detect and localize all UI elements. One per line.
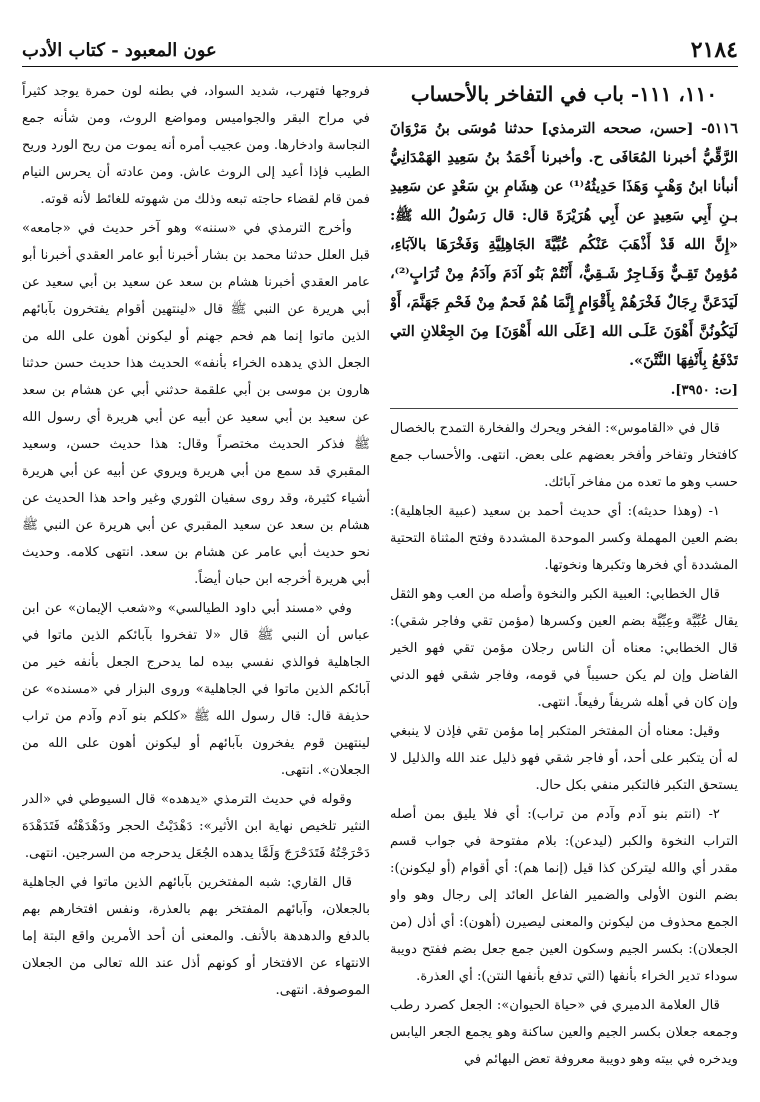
running-title: عون المعبود - كتاب الأدب [22,39,217,61]
left-column [22,78,370,1092]
chapter-heading: ١١٠، ١١١- باب في التفاخر بالأحساب [410,82,718,106]
hadith-text: ٥١١٦- [حسن، صححه الترمذي] حدثنا مُوسَى بنُ مَرْوَانَ الرَّقِّيُّ أخبرنا المُعَافَى ح. وأخبرنا أَحْمَدُ بنُ سَعِيدِ الهَمْدَانِيُّ أنبأنا ابنُ وَهْبٍ وَهَذَا حَدِيثُهُ⁽¹⁾ عن هِشَامِ بنِ سَعْدٍ عن سَعِيدِ بـنِ أَبِي سَعِيدٍ عن أَبِي هُرَيْرَةَ قال: قال رَسُولُ الله ﷺ: «إِنَّ الله قَدْ أَذْهَبَ عَنْكُم عُبِّيَّةَ الجَاهِلِيَّةِ وَفَخْرَهَا بالآبَاءِ، مُؤمِنٌ تَقِـيٌّ وَفَـاجِرٌ شَـقِيٌّ، أَنْتُمْ بَنُو آدَمَ وآدَمُ مِنْ تُرَابٍ⁽²⁾، لَيَدَعَنَّ رِجَالٌ فَخْرَهُمْ بِأَقْوَامٍ إِنَّمَا هُمْ فَحمٌ مِنْ فَحْمِ جَهَنَّمَ، أَوْ لَيَكُونُنَّ أَهْوَنَ عَلَـى الله [عَلَى الله أَهْوَنَ] مِنَ الجِعْلانِ التي تَدْفَعُ بِأَنْفِهَا النَّتْنَ». [390,120,738,369]
commentary-paragraph: قال الخطابي: العبية الكبر والنخوة وأصله من العب وهو الثقل يقال عُبِّيَّة وعِبِّيَّة بضم العين وكسرها (مؤمن تقي وفاجر شقي): قال الخطابي: معناه أن الناس رجلان مؤمن تقي فهو الخير الفاضل وإن لم يكن حسيباً في قومه، وفاجر شقي فهو الدني وإن كان في أهله شريفاً رفيعاً. انتهى. [390,587,738,710]
commentary-paragraph: وقيل: معناه أن المفتخر المتكبر إما مؤمن تقي فإذن لا ينبغي له أن يتكبر على أحد، أو فاجر شقي فهو ذليل عند الله والذليل لا يستحق التكبر فالتكبر منفي بكل حال. [390,724,738,793]
right-column [390,78,738,1092]
commentary-paragraph: وقوله في حديث الترمذي «يدهده» قال السيوطي في «الدر النثير تلخيص نهاية ابن الأثير»: دَهْدَيْتُ الحجر ودَهْدَهْتُه فَتَدَهْدَهَ دَحْرَجْتُهُ فَتَدَحْرَجَ وَلَمَّا يدهده الجُعَل يدحرجه من السرجين. انتهى. [22,792,370,861]
commentary-paragraph: ٢- (انتم بنو آدم وآدم من تراب): أي فلا يليق بمن أصله التراب النخوة والكبر (ليدعن): بلام مفتوحة في جواب قسم مقدر أي والله ليتركن كذا قيل (إنما هم): أي أقوام (أو ليكونن): بضم النون الأولى والضمير الفاعل العائد إلى رجال وهو واو الجمع محذوف من ليكونن والمعنى ليصيرن (أهون): أي أذل (من الجعلان): بكسر الجيم وسكون العين جمع جعل بضم ففتح دويبة سوداء تدير الخراء بأنفها (التي تدفع بأنفها النتن): أي العذرة. [390,807,738,984]
divider [390,408,738,409]
page-number: ٢١٨٤ [690,37,738,63]
commentary-paragraph: وفي «مسند أبي داود الطيالسي» و«شعب الإيمان» عن ابن عباس أن النبي ﷺ قال «لا تفخروا بآبائكم الذين ماتوا في الجاهلية فوالذي نفسي بيده لما يدحرج الجعل بأنفه خير من آبائكم الذين ماتوا في الجاهلية» وروى البزار في «مسنده» عن حذيفة قال: قال رسول الله ﷺ «كلكم بنو آدم وآدم من تراب لينتهين قوم يفخرون بآبائهم أو ليكونن أهون على الله من الجعلان». انتهى. [22,601,370,778]
commentary-paragraph: فروجها فتهرب، شديد السواد، في بطنه لون حمرة يوجد كثيراً في مراح البقر والجواميس ومواضع الروث، ومن شأنه جمع النجاسة وادخارها. ومن عجيب أمره أنه يموت من ريح الورد وريح الطيب فإذا أعيد إلى الروث عاش. ومن عادته أن يحرس النيام فمن قام لقضاء حاجته تبعه وذلك من شهوته للغائط لأنه قوته. [22,84,370,207]
commentary-paragraph: وأخرج الترمذي في «سننه» وهو آخر حديث في «جامعه» قبل العلل حدثنا محمد بن بشار أخبرنا أبو عامر العقدي أخبرنا أبو عامر العقدي أخبرنا هشام بن سعد عن سعيد بن أبي سعيد عن أبي هريرة عن النبي ﷺ قال «لينتهين أقوام يفتخرون بآبائهم الذين ماتوا إنما هم فحم جهنم أو ليكونن أهون على الله من الجعل الذي يدهده الخراء بأنفه» الحديث هذا حديث حسن حدثنا هارون بن موسى بن أبي علقمة حدثني أبي عن هشام بن سعد عن سعيد بن أبي سعيد عن أبيه عن أبي هريرة أي رسول الله ﷺ فذكر الحديث مختصراً وقال: هذا حديث حسن، وسعيد المقبري قد سمع من أبي هريرة ويروي عن أبيه عن أبي هريرة أشياء كثيرة، وقد روى سفيان الثوري وغير واحد هذا الحديث عن هشام بن سعد عن سعيد المقبري عن أبي هريرة عن النبي ﷺ نحو حديث أبي عامر عن هشام بن سعد. انتهى كلامه. وحديث أبي هريرة أخرجه ابن حبان أيضاً. [22,221,370,587]
hadith-reference: [ت: ٣٩٥٠]. [670,383,738,398]
page-header [22,34,738,67]
commentary-paragraph: قال القاري: شبه المفتخرين بآبائهم الذين ماتوا في الجاهلية بالجعلان، وآبائهم المفتخر بهم بالعذرة، ونفس افتخارهم بهم بالدفع والدهدهة بالأنف. والمعنى أن أحد الأمرين واقع البتة إما الانتهاء عن الافتخار أو كونهم أذل عند الله تعالى من الجعلان الموصوفة. انتهى. [22,875,370,998]
commentary-paragraph: قال في «القاموس»: الفخر ويحرك والفخارة التمدح بالخصال كافتخار وتفاخر وأفخر بعضهم على بعض. انتهى. والأحساب جمع حسب وهو ما تعده من مفاخر آبائك. [390,421,738,490]
commentary-paragraph: قال العلامة الدميري في «حياة الحيوان»: الجعل كصرد رطب وجمعه جعلان بكسر الجيم والعين ساكنة وهو يجمع الجعر اليابس ويدخره في بيته وهو دويبة معروفة تعض البهائم في [390,998,738,1067]
commentary-paragraph: ١- (وهذا حديثه): أي حديث أحمد بن سعيد (عبية الجاهلية): بضم العين المهملة وكسر الموحدة المشددة وفتح المثناة التحتية المشددة أي فخرها وتكبرها ونخوتها. [390,504,738,573]
text-columns [22,78,738,1092]
